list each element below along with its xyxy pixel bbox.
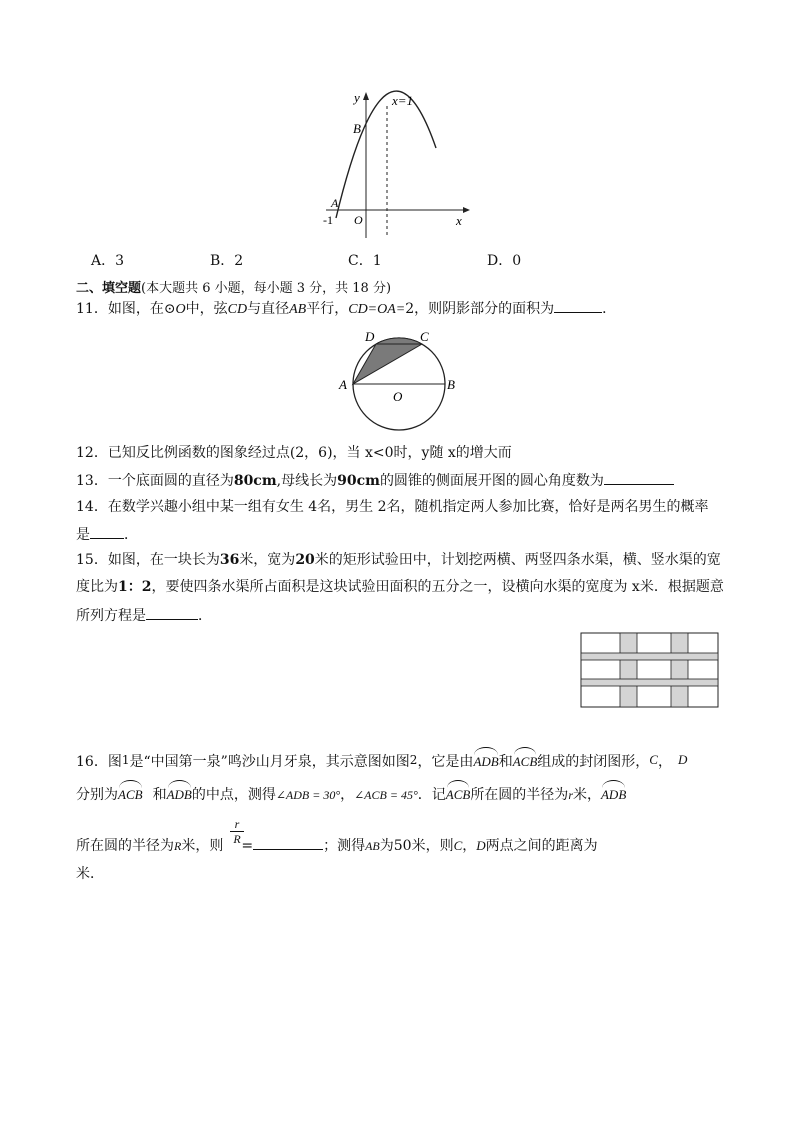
arc-acb-2: ACB — [118, 785, 143, 805]
answer-blank-11 — [554, 298, 602, 313]
question-15-line1: 15．如图，在一块长为36米，宽为20米的矩形试验田中，计划挖两横、两竖四条水渠，横、竖水渠的宽 — [76, 552, 721, 568]
arc-adb-2: ADB — [167, 785, 192, 805]
choice-c: C．1 — [348, 253, 382, 269]
parabola-curve — [336, 91, 436, 218]
fraction-numerator: r — [234, 817, 240, 831]
y-axis-arrow — [363, 92, 369, 100]
circle-label-c: C — [420, 329, 429, 344]
graph-minus-one: -1 — [323, 213, 333, 227]
question-14-line2: 是 ． — [76, 524, 138, 545]
parabola-graph — [318, 88, 478, 243]
angle-adb: ∠ADB = 30° — [275, 788, 341, 802]
horizontal-channel-2 — [581, 679, 718, 686]
vertical-channel-1 — [620, 633, 637, 707]
section-title: 二、填空题 — [76, 281, 142, 296]
graph-point-b: B — [353, 121, 361, 136]
question-12: 12．已知反比例函数的图象经过点(2，6)，当 x<0时，y随 x的增大而 — [76, 445, 512, 461]
circle-label-b: B — [447, 377, 455, 392]
answer-blank-14 — [90, 524, 124, 539]
graph-x-label: x — [456, 213, 462, 228]
answer-blank-15 — [146, 605, 198, 620]
question-13: 13．一个底面圆的直径为80cm,母线长为90cm的圆锥的侧面展开图的圆心角度数为 — [76, 470, 674, 491]
choice-d: D．0 — [487, 253, 522, 269]
section-heading — [76, 279, 391, 299]
graph-point-a: A — [331, 196, 339, 210]
field-outline — [581, 633, 718, 707]
x-axis-arrow — [463, 207, 470, 213]
choice-a: A．3 — [91, 253, 125, 269]
vertical-channel-2 — [671, 633, 688, 707]
graph-eq-label: x=1 — [392, 93, 414, 108]
arc-acb-3: ACB — [446, 785, 471, 805]
arc-adb-3: ADB — [601, 785, 626, 805]
circle-label-o: O — [393, 389, 403, 404]
question-16-line2: 分别为ACB 和ADB的中点，测得∠ADB = 30°，∠ACB = 45°．记ACB所在圆的半径为r米，ADB — [76, 787, 627, 803]
shaded-region — [353, 338, 422, 384]
section-note: (本大题共 6 小题，每小题 3 分，共 18 分) — [141, 281, 392, 296]
arc-adb: ADB — [473, 752, 498, 772]
question-15-line3: 所列方程是 ． — [76, 605, 212, 626]
circle-label-d: D — [365, 329, 375, 344]
circle-diagram — [336, 325, 466, 431]
question-16-line4: 米． — [76, 866, 104, 882]
arc-acb: ACB — [513, 752, 538, 772]
horizontal-channel-1 — [581, 653, 718, 660]
graph-y-label: y — [354, 90, 360, 105]
question-16-line3: 所在圆的半径为R米，则 = ；测得AB为50米，则C，D两点之间的距离为 — [76, 835, 598, 856]
question-11: 11．如图，在⊙O中，弦CD与直径AB平行，CD=OA=2，则阴影部分的面积为 ． — [76, 298, 616, 320]
question-16-line1: 16．图1是“中国第一泉”鸣沙山月牙泉，其示意图如图2，它是由ADB和ACB组成的封闭图形，C， D — [76, 752, 688, 770]
graph-origin: O — [354, 213, 363, 227]
angle-acb: ∠ACB = 45° — [354, 788, 418, 802]
question-15-line2: 度比为1：2，要使四条水渠所占面积是这块试验田面积的五分之一，设横向水渠的宽度为 x米．根据题意 — [76, 579, 724, 595]
answer-blank-13 — [604, 470, 674, 485]
circle-label-a: A — [339, 377, 347, 392]
field-diagram — [580, 632, 720, 710]
question-14-line1: 14．在数学兴趣小组中某一组有女生 4名，男生 2名，随机指定两人参加比赛，恰好是两名男生的概率 — [76, 499, 709, 515]
fraction-denominator: R — [230, 831, 244, 846]
choice-b: B．2 — [210, 253, 244, 269]
answer-blank-16a — [253, 835, 323, 850]
